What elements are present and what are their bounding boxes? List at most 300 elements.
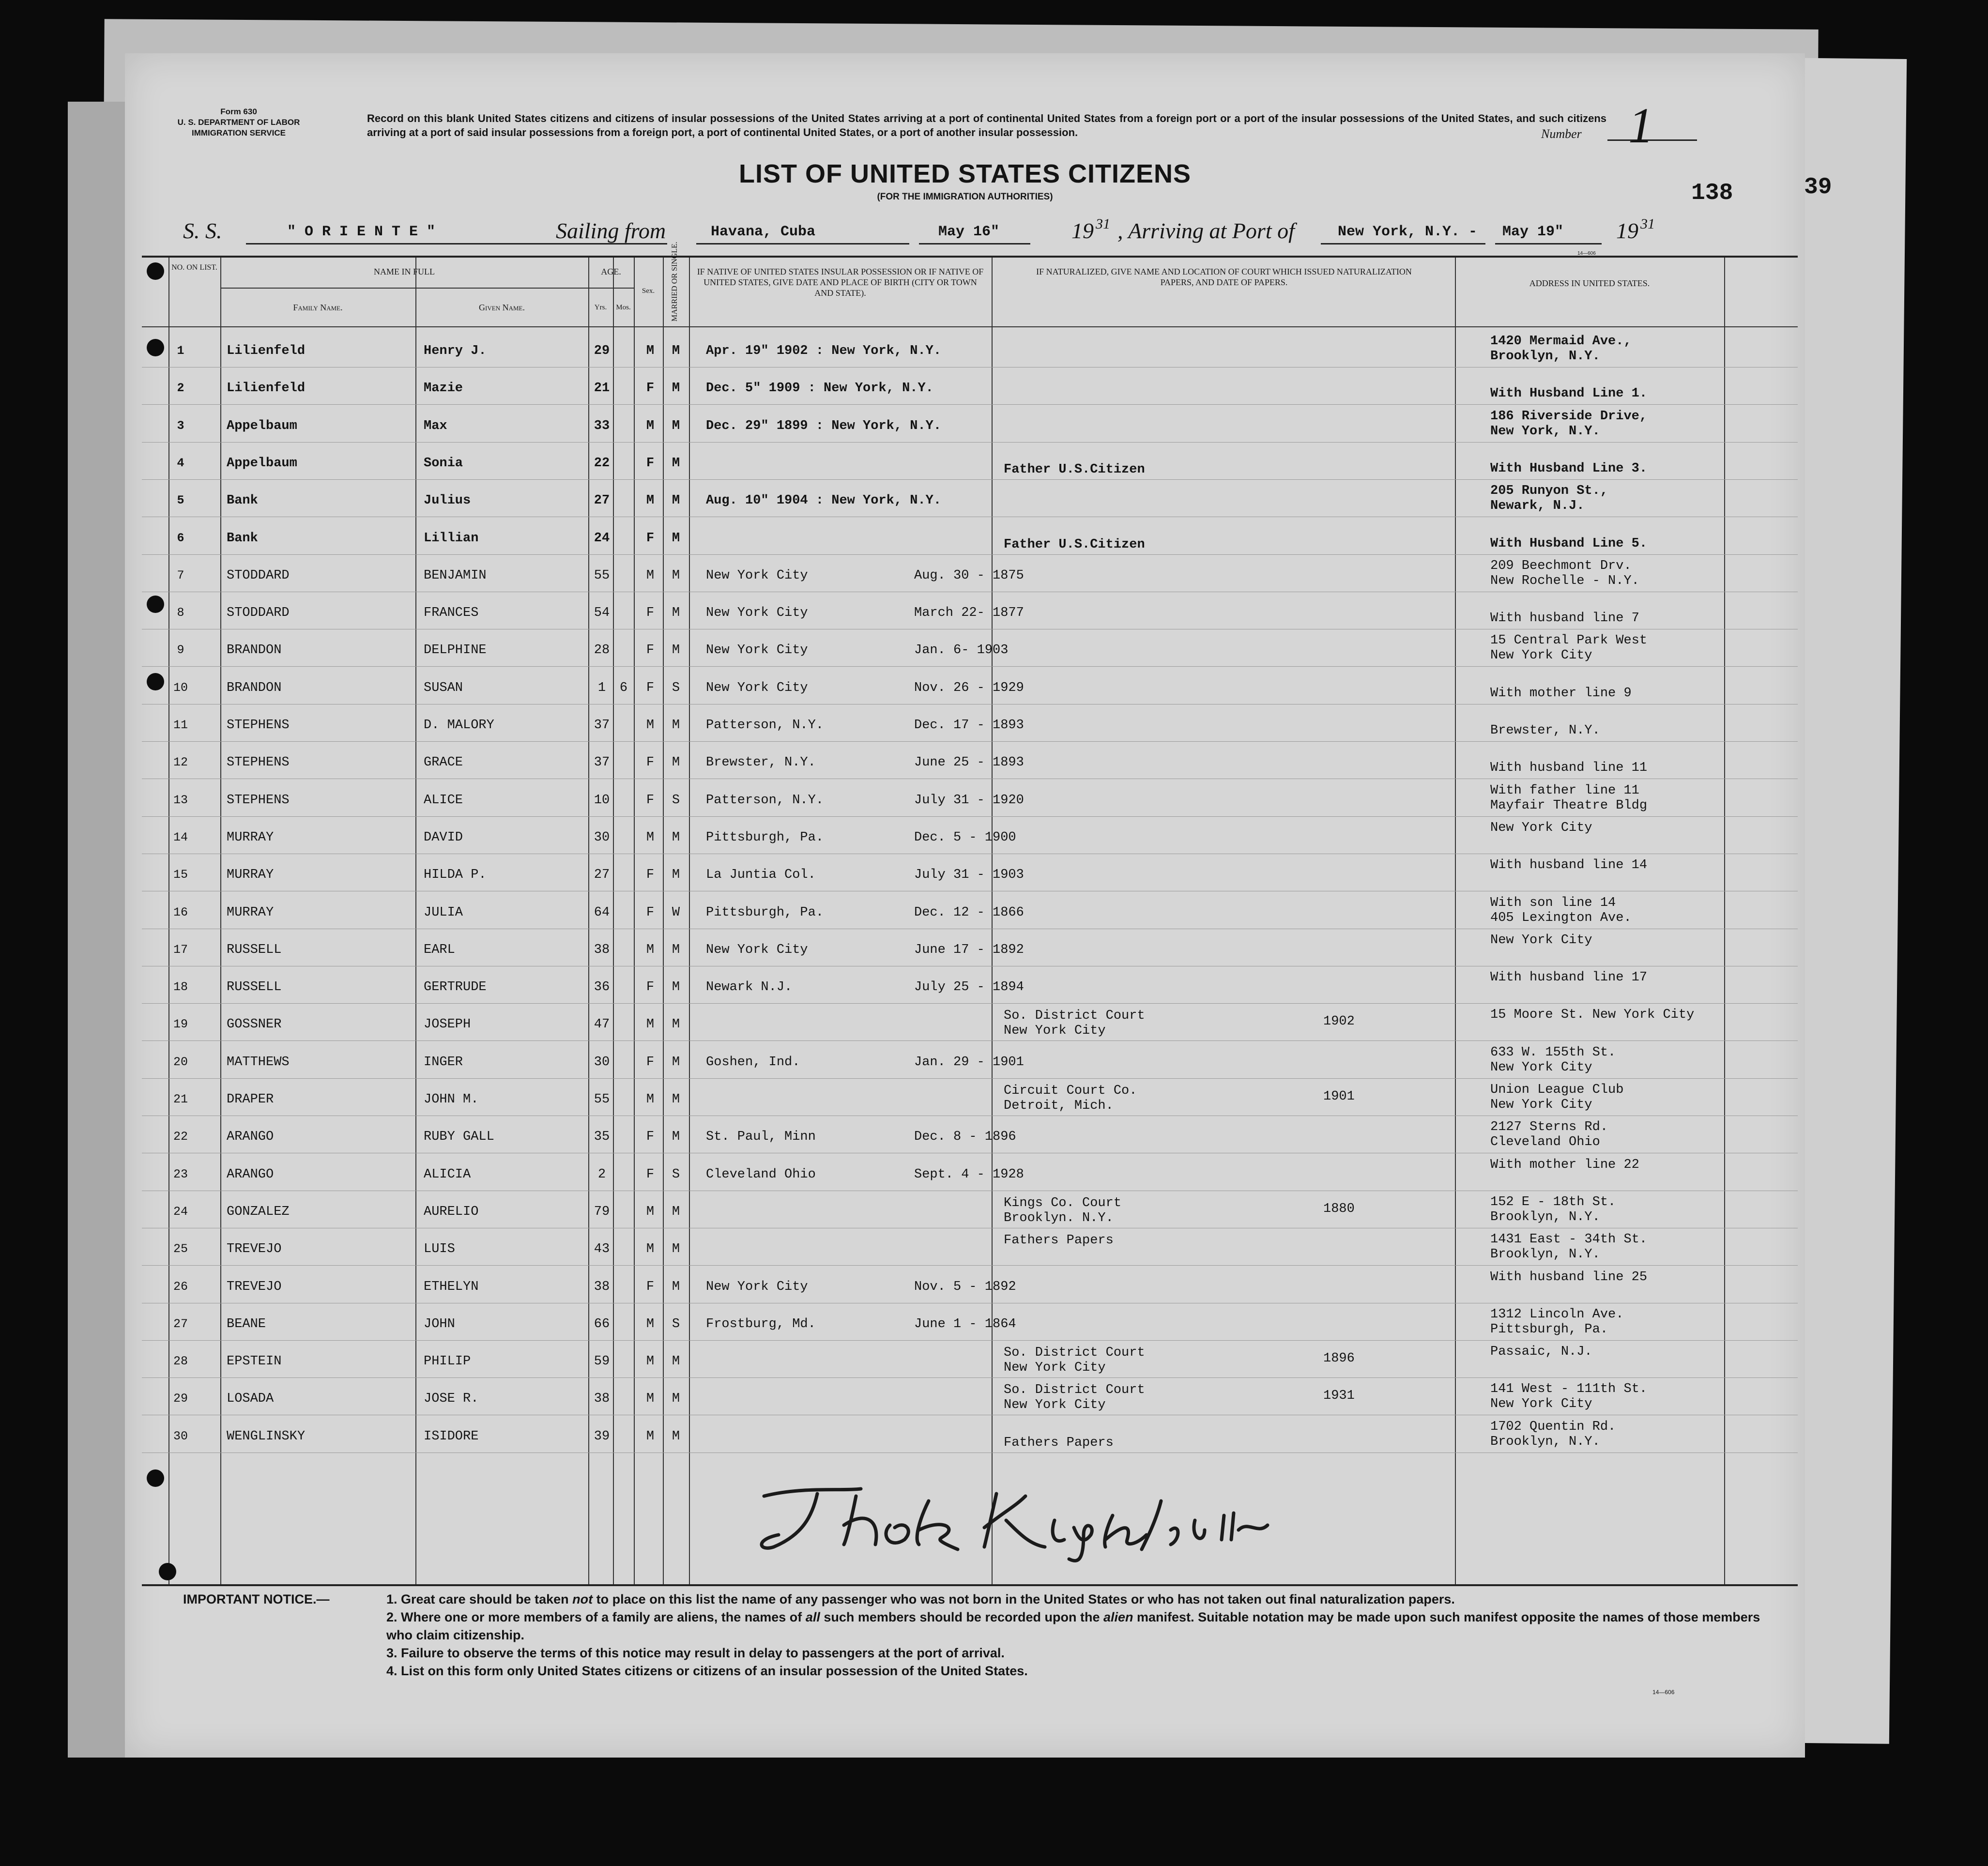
- top-instructions: Record on this blank United States citizens and citizens of insular possessions of the United States arriving at a port of continental United States from a foreign port or a port of the insular possessions of the United States, and such citizens arriving at a port of said insular possessions from a foreign port, a port of continental United States, or a port of another insular possession.: [367, 112, 1606, 138]
- naturalization-year: 1901: [1323, 1089, 1355, 1104]
- row-number: 7: [177, 568, 184, 582]
- notice-lead: IMPORTANT NOTICE.—: [183, 1592, 330, 1606]
- binder-hole: [147, 596, 164, 613]
- address-line-2: 405 Lexington Ave.: [1490, 910, 1632, 925]
- header-no: NO. ON LIST.: [171, 263, 217, 272]
- address-line-1: 141 West - 111th St.: [1490, 1382, 1648, 1397]
- address-line-2: New York, N.Y.: [1490, 424, 1600, 439]
- notice-item-2: 2. Where one or more members of a family are aliens, the names of all such members should be recorded upon the alien manifest. Suitable notation may be made upon such manifest opposite the names of those members who claim citizenship.: [386, 1610, 1760, 1642]
- marital-status: M: [672, 418, 680, 433]
- marital-status: M: [672, 1354, 680, 1369]
- family-name: Appelbaum: [227, 456, 297, 471]
- sex: M: [646, 1017, 655, 1032]
- sex: F: [646, 680, 655, 695]
- birth-place: New York City: [706, 680, 808, 695]
- naturalization-year: 1880: [1323, 1201, 1355, 1216]
- sex: M: [646, 1354, 655, 1369]
- age-years: 28: [594, 643, 610, 658]
- court-name: So. District Court: [1004, 1009, 1145, 1024]
- table-row: [142, 1266, 1798, 1303]
- marital-status: M: [672, 1429, 680, 1444]
- sailing-from: Havana, Cuba: [711, 224, 816, 240]
- table-row: [142, 854, 1798, 891]
- family-name: Bank: [227, 531, 258, 546]
- address-line-2: Brewster, N.Y.: [1490, 723, 1600, 738]
- row-number: 1: [177, 344, 184, 358]
- family-name: STODDARD: [227, 606, 290, 621]
- given-name: BENJAMIN: [424, 568, 487, 583]
- row-number: 15: [173, 868, 188, 882]
- table-row: [142, 330, 1798, 367]
- age-years: 37: [594, 718, 610, 733]
- row-number: 14: [173, 830, 188, 844]
- family-name: Lilienfeld: [227, 344, 306, 358]
- sex: F: [646, 905, 655, 920]
- sex: M: [646, 1429, 655, 1444]
- marital-status: S: [672, 1316, 680, 1331]
- given-name: JOHN: [424, 1316, 455, 1331]
- birth-date: June 1 - 1864: [914, 1316, 1016, 1331]
- age-years: 66: [594, 1316, 610, 1331]
- given-name: INGER: [424, 1055, 463, 1070]
- birth-date: March 22- 1877: [914, 606, 1024, 621]
- header-name-in-full: NAME IN FULL: [374, 267, 435, 276]
- page-subtitle: (FOR THE IMMIGRATION AUTHORITIES): [877, 192, 1053, 202]
- address-line-1: 186 Riverside Drive,: [1490, 409, 1648, 424]
- table-row: [142, 1303, 1798, 1341]
- given-name: ALICIA: [424, 1167, 471, 1182]
- row-number: 16: [173, 905, 188, 919]
- address-line-1: 1312 Lincoln Ave.: [1490, 1307, 1624, 1322]
- sailing-year: 31: [1096, 216, 1110, 232]
- sex: M: [646, 1204, 655, 1219]
- marital-status: M: [672, 718, 680, 733]
- given-name: GRACE: [424, 755, 463, 770]
- court-name: So. District Court: [1004, 1346, 1145, 1361]
- address-line-2: With husband line 11: [1490, 761, 1648, 776]
- given-name: LUIS: [424, 1242, 455, 1257]
- binder-hole: [147, 1469, 164, 1487]
- birth-date: Sept. 4 - 1928: [914, 1167, 1024, 1182]
- sailing-label: Sailing from: [556, 218, 666, 243]
- number-value: 1: [1628, 98, 1653, 153]
- sex: F: [646, 531, 655, 546]
- binder-hole: [147, 339, 164, 356]
- age-years: 38: [594, 1392, 610, 1407]
- marital-status: M: [672, 1017, 680, 1032]
- sex: M: [646, 1092, 655, 1107]
- sex: M: [646, 418, 655, 433]
- address-line-2: New York City: [1490, 1060, 1592, 1075]
- marital-status: M: [672, 1130, 680, 1145]
- age-years: 38: [594, 942, 610, 957]
- sex: F: [646, 606, 655, 621]
- header-sex: Sex.: [642, 287, 655, 295]
- birth-date: Aug. 30 - 1875: [914, 568, 1024, 583]
- form-code-top: 14—606: [1577, 251, 1596, 256]
- row-number: 4: [177, 456, 184, 470]
- address-line-1: 15 Moore St. New York City: [1490, 1008, 1695, 1023]
- address-line-2: New York City: [1490, 1397, 1592, 1412]
- marital-status: M: [672, 493, 680, 508]
- age-years: 29: [594, 344, 610, 358]
- birth-place: St. Paul, Minn: [706, 1130, 816, 1145]
- marital-status: M: [672, 643, 680, 658]
- court-name: Fathers Papers: [1004, 1233, 1114, 1248]
- birth-place: New York City: [706, 568, 808, 583]
- court-location: New York City: [1004, 1024, 1106, 1039]
- birth-date: June 25 - 1893: [914, 755, 1024, 770]
- marital-status: M: [672, 980, 680, 995]
- address-line-1: New York City: [1490, 820, 1592, 835]
- family-name: TREVEJO: [227, 1279, 282, 1294]
- given-name: DAVID: [424, 830, 463, 845]
- court-location: Brooklyn. N.Y.: [1004, 1210, 1114, 1225]
- given-name: ETHELYN: [424, 1279, 479, 1294]
- age-years: 64: [594, 905, 610, 920]
- birth-place: Newark N.J.: [706, 980, 793, 995]
- binder-hole: [147, 673, 164, 690]
- sex: M: [646, 493, 655, 508]
- given-name: Henry J.: [424, 344, 487, 358]
- marital-status: M: [672, 1392, 680, 1407]
- sex: M: [646, 568, 655, 583]
- marital-status: S: [672, 793, 680, 808]
- row-number: 25: [173, 1242, 188, 1256]
- marital-status: S: [672, 1167, 680, 1182]
- address-line-1: 1702 Quentin Rd.: [1490, 1419, 1616, 1434]
- sex: M: [646, 344, 655, 358]
- family-name: MURRAY: [227, 905, 274, 920]
- row-number: 5: [177, 493, 184, 508]
- birth-place: Brewster, N.Y.: [706, 755, 816, 770]
- arriving-label: , Arriving at Port of: [1117, 218, 1295, 243]
- row-number: 19: [173, 1017, 188, 1032]
- naturalization-year: 1931: [1323, 1389, 1355, 1404]
- court-name: Kings Co. Court: [1004, 1195, 1122, 1210]
- given-name: JOSE R.: [424, 1392, 479, 1407]
- birth-place: La Juntia Col.: [706, 868, 816, 883]
- age-years: 55: [594, 568, 610, 583]
- marital-status: M: [672, 1055, 680, 1070]
- table-row: [142, 1191, 1798, 1228]
- address-line-1: New York City: [1490, 933, 1592, 948]
- header-native: IF NATIVE OF UNITED STATES INSULAR POSSESSION OR IF NATIVE OF UNITED STATES, GIVE DATE AND PLACE OF BIRTH (CITY OR TOWN AND STATE).: [697, 267, 984, 298]
- family-name: Appelbaum: [227, 418, 297, 433]
- address-line-1: With husband line 17: [1490, 970, 1648, 985]
- family-name: Bank: [227, 493, 258, 508]
- row-number: 30: [173, 1429, 188, 1443]
- address-line-1: 152 E - 18th St.: [1490, 1194, 1616, 1209]
- given-name: AURELIO: [424, 1204, 479, 1219]
- table-row: [142, 667, 1798, 704]
- address-line-1: 1420 Mermaid Ave.,: [1490, 334, 1632, 349]
- court-location: New York City: [1004, 1398, 1106, 1413]
- header-married: MARRIED OR SINGLE.: [671, 242, 679, 321]
- row-number: 9: [177, 643, 184, 658]
- sex: F: [646, 793, 655, 808]
- given-name: Max: [424, 418, 447, 433]
- family-name: STEPHENS: [227, 793, 290, 808]
- sex: M: [646, 1392, 655, 1407]
- table-row: [142, 1341, 1798, 1378]
- table-row: [142, 1228, 1798, 1266]
- birth-place: Apr. 19" 1902 : New York, N.Y.: [706, 344, 942, 358]
- court-location: New York City: [1004, 1361, 1106, 1376]
- birth-date: Dec. 17 - 1893: [914, 718, 1024, 733]
- family-name: STEPHENS: [227, 718, 290, 733]
- header-mos: Mos.: [616, 304, 631, 311]
- birth-place: Pittsburgh, Pa.: [706, 905, 824, 920]
- row-number: 28: [173, 1354, 188, 1369]
- birth-place: Cleveland Ohio: [706, 1167, 816, 1182]
- table-row: [142, 780, 1798, 817]
- marital-status: M: [672, 755, 680, 770]
- address-line-1: 1431 East - 34th St.: [1490, 1232, 1648, 1247]
- age-years: 37: [594, 755, 610, 770]
- age-years: 2: [597, 1167, 606, 1182]
- sex: M: [646, 830, 655, 845]
- address-line-1: 633 W. 155th St.: [1490, 1045, 1616, 1060]
- given-name: EARL: [424, 942, 455, 957]
- arrival-port: New York, N.Y. -: [1338, 224, 1478, 240]
- age-years: 54: [594, 606, 610, 621]
- header-family-name: Family Name.: [293, 303, 343, 312]
- court-location: Detroit, Mich.: [1004, 1099, 1114, 1113]
- age-years: 33: [594, 418, 610, 433]
- age-years: 55: [594, 1092, 610, 1107]
- birth-date: July 31 - 1903: [914, 868, 1024, 883]
- address-line-2: With Husband Line 3.: [1490, 461, 1648, 476]
- address-line-2: Brooklyn, N.Y.: [1490, 1209, 1600, 1224]
- age-years: 47: [594, 1017, 610, 1032]
- table-row: [142, 1154, 1798, 1191]
- family-name: EPSTEIN: [227, 1354, 282, 1369]
- given-name: Lillian: [424, 531, 479, 546]
- court-location: Father U.S.Citizen: [1004, 537, 1145, 552]
- sex: F: [646, 456, 655, 471]
- birth-date: June 17 - 1892: [914, 942, 1024, 957]
- given-name: FRANCES: [424, 606, 479, 621]
- given-name: JOSEPH: [424, 1017, 471, 1032]
- address-line-2: New York City: [1490, 1098, 1592, 1112]
- birth-date: Jan. 29 - 1901: [914, 1055, 1024, 1070]
- age-years: 27: [594, 493, 610, 508]
- row-number: 12: [173, 755, 188, 770]
- court-location: Father U.S.Citizen: [1004, 462, 1145, 477]
- marital-status: M: [672, 1279, 680, 1294]
- arrival-date: May 19": [1502, 224, 1564, 240]
- given-name: RUBY GALL: [424, 1130, 494, 1145]
- header-yrs: Yrs.: [594, 304, 607, 311]
- family-name: GOSSNER: [227, 1017, 282, 1032]
- row-number: 17: [173, 942, 188, 957]
- address-line-2: Brooklyn, N.Y.: [1490, 1247, 1600, 1262]
- birth-date: Dec. 12 - 1866: [914, 905, 1024, 920]
- given-name: JULIA: [424, 905, 463, 920]
- table-row: [142, 929, 1798, 966]
- birth-place: Pittsburgh, Pa.: [706, 830, 824, 845]
- birth-place: Frostburg, Md.: [706, 1316, 816, 1331]
- inspector-signature: [745, 1467, 1277, 1564]
- age-years: 39: [594, 1429, 610, 1444]
- sailing-rule: [696, 243, 909, 245]
- court-name: Circuit Court Co.: [1004, 1084, 1137, 1098]
- age-years: 79: [594, 1204, 610, 1219]
- sex: M: [646, 1242, 655, 1257]
- marital-status: M: [672, 344, 680, 358]
- row-number: 11: [173, 718, 188, 732]
- birth-date: Dec. 8 - 1896: [914, 1130, 1016, 1145]
- sailing-date: May 16": [938, 224, 1000, 240]
- header-naturalized: IF NATURALIZED, GIVE NAME AND LOCATION OF COURT WHICH ISSUED NATURALIZATION PAPERS, AND DATE OF PAPERS.: [1036, 267, 1412, 287]
- birth-place: Aug. 10" 1904 : New York, N.Y.: [706, 493, 942, 508]
- family-name: RUSSELL: [227, 980, 282, 995]
- age-years: 38: [594, 1279, 610, 1294]
- voyage-line: [125, 213, 1805, 252]
- notice-item-4: 4. List on this form only United States citizens or citizens of an insular possession of the United States.: [386, 1664, 1028, 1678]
- given-name: GERTRUDE: [424, 980, 487, 995]
- given-name: Sonia: [424, 456, 463, 471]
- sailing-date-rule: [919, 243, 1030, 245]
- marital-status: S: [672, 680, 680, 695]
- family-name: BRANDON: [227, 643, 282, 658]
- birth-place: Patterson, N.Y.: [706, 718, 824, 733]
- family-name: WENGLINSKY: [227, 1429, 306, 1444]
- given-name: D. MALORY: [424, 718, 494, 733]
- naturalization-year: 1902: [1323, 1014, 1355, 1029]
- table-row: [142, 518, 1798, 555]
- sex: F: [646, 868, 655, 883]
- family-name: MURRAY: [227, 830, 274, 845]
- arrival-date-rule: [1495, 243, 1602, 245]
- sex: F: [646, 1167, 655, 1182]
- age-months: 6: [619, 680, 628, 695]
- marital-status: M: [672, 381, 680, 396]
- birth-place: Dec. 29" 1899 : New York, N.Y.: [706, 418, 942, 433]
- page-number: 138: [1691, 180, 1733, 206]
- marital-status: M: [672, 606, 680, 621]
- row-number: 29: [173, 1392, 188, 1406]
- sex: F: [646, 755, 655, 770]
- birth-date: July 25 - 1894: [914, 980, 1024, 995]
- age-years: 36: [594, 980, 610, 995]
- table-row: [142, 1378, 1798, 1415]
- family-name: STEPHENS: [227, 755, 290, 770]
- sex: M: [646, 718, 655, 733]
- form-department: U. S. DEPARTMENT OF LABOR: [177, 118, 300, 127]
- address-line-2: Brooklyn, N.Y.: [1490, 349, 1600, 364]
- address-line-1: With husband line 14: [1490, 858, 1648, 873]
- birth-date: Dec. 5 - 1900: [914, 830, 1016, 845]
- address-line-1: 15 Central Park West: [1490, 633, 1648, 648]
- given-name: Mazie: [424, 381, 463, 396]
- sex: F: [646, 1055, 655, 1070]
- binder-hole: [147, 262, 164, 280]
- header-address: ADDRESS IN UNITED STATES.: [1529, 278, 1650, 288]
- given-name: DELPHINE: [424, 643, 487, 658]
- address-line-1: Passaic, N.J.: [1490, 1345, 1592, 1360]
- marital-status: M: [672, 1242, 680, 1257]
- family-name: ARANGO: [227, 1167, 274, 1182]
- row-number: 8: [177, 606, 184, 620]
- row-number: 22: [173, 1130, 188, 1144]
- marital-status: M: [672, 568, 680, 583]
- naturalization-year: 1896: [1323, 1351, 1355, 1366]
- family-name: Lilienfeld: [227, 381, 306, 396]
- address-line-1: 205 Runyon St.,: [1490, 484, 1608, 499]
- age-years: 43: [594, 1242, 610, 1257]
- row-number: 21: [173, 1092, 188, 1106]
- row-number: 26: [173, 1279, 188, 1294]
- address-line-2: Mayfair Theatre Bldg: [1490, 798, 1648, 813]
- header-age: AGE.: [601, 267, 621, 276]
- birth-place: New York City: [706, 942, 808, 957]
- table-row: [142, 443, 1798, 480]
- family-name: BEANE: [227, 1316, 266, 1331]
- address-line-1: With son line 14: [1490, 895, 1616, 910]
- form-identifier: [142, 107, 336, 138]
- age-years: 59: [594, 1354, 610, 1369]
- age-years: 30: [594, 830, 610, 845]
- address-line-1: Union League Club: [1490, 1083, 1624, 1097]
- address-line-2: With Husband Line 1.: [1490, 386, 1648, 401]
- age-years: 21: [594, 381, 610, 396]
- form-service: IMMIGRATION SERVICE: [192, 128, 286, 138]
- birth-place: New York City: [706, 643, 808, 658]
- sex: M: [646, 1316, 655, 1331]
- family-name: GONZALEZ: [227, 1204, 290, 1219]
- address-line-2: With mother line 9: [1490, 686, 1632, 701]
- address-line-2: With husband line 7: [1490, 611, 1639, 626]
- table-row: [142, 1079, 1798, 1116]
- birth-place: Goshen, Ind.: [706, 1055, 800, 1070]
- arrival-port-rule: [1321, 243, 1485, 245]
- notice-items: [386, 1591, 1761, 1680]
- age-years: 22: [594, 456, 610, 471]
- row-number: 18: [173, 980, 188, 994]
- birth-date: Jan. 6- 1903: [914, 643, 1009, 658]
- given-name: ALICE: [424, 793, 463, 808]
- table-row: [142, 892, 1798, 929]
- family-name: BRANDON: [227, 680, 282, 695]
- given-name: JOHN M.: [424, 1092, 479, 1107]
- address-line-2: Cleveland Ohio: [1490, 1135, 1600, 1150]
- birth-place: New York City: [706, 1279, 808, 1294]
- birth-place: Dec. 5" 1909 : New York, N.Y.: [706, 381, 933, 396]
- address-line-2: With Husband Line 5.: [1490, 536, 1648, 551]
- table-row: [142, 1116, 1798, 1153]
- address-line-2: Brooklyn, N.Y.: [1490, 1434, 1600, 1449]
- row-number: 2: [177, 381, 184, 396]
- marital-status: M: [672, 868, 680, 883]
- table-row: [142, 1041, 1798, 1079]
- notice-item-3: 3. Failure to observe the terms of this notice may result in delay to passengers at the port of arrival.: [386, 1646, 1005, 1660]
- page-number-secondary: 39: [1804, 174, 1832, 200]
- row-number: 6: [177, 531, 184, 545]
- table-row: [142, 1004, 1798, 1041]
- age-years: 10: [594, 793, 610, 808]
- family-name: ARANGO: [227, 1130, 274, 1145]
- ship-name: " O R I E N T E ": [287, 224, 436, 240]
- header-given-name: Given Name.: [479, 303, 525, 312]
- given-name: PHILIP: [424, 1354, 471, 1369]
- marital-status: M: [672, 1204, 680, 1219]
- form-code: 14—606: [1652, 1689, 1675, 1696]
- marital-status: W: [672, 905, 680, 920]
- notice-item-1: 1. Great care should be taken not to place on this list the name of any passenger who was not born in the United States or who has not taken out final naturalization papers.: [386, 1592, 1455, 1606]
- given-name: SUSAN: [424, 680, 463, 695]
